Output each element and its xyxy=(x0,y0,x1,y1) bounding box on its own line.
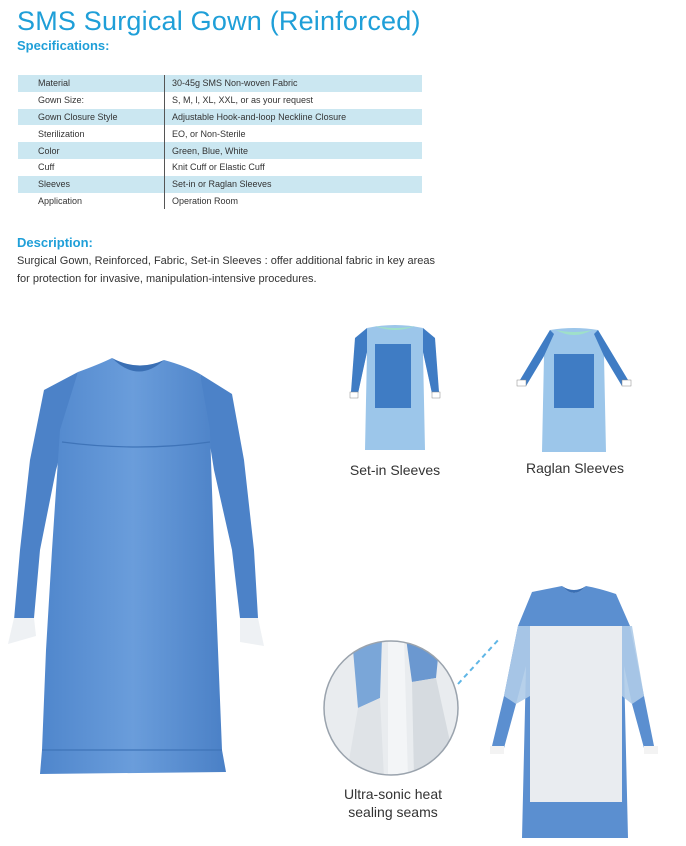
specifications-heading-text: Specifications xyxy=(17,38,106,53)
spec-value: Knit Cuff or Elastic Cuff xyxy=(172,162,265,173)
raglan-sleeves-caption: Raglan Sleeves xyxy=(525,460,625,476)
spec-value: Adjustable Hook-and-loop Neckline Closure xyxy=(165,109,423,126)
spec-label: Color xyxy=(18,142,165,159)
spec-label: Gown Closure Style xyxy=(18,109,165,126)
surgical-gown-photo xyxy=(0,350,272,790)
spec-label: Cuff xyxy=(18,159,165,176)
seams-caption-line2: sealing seams xyxy=(348,804,438,820)
spec-value: 30-45g SMS Non-woven Fabric xyxy=(165,75,423,92)
spec-row xyxy=(18,125,422,142)
spec-label: Sterilization xyxy=(18,125,165,142)
spec-label: Sleeves xyxy=(18,176,165,193)
spec-label: Application xyxy=(18,193,165,210)
specifications-table xyxy=(18,75,422,209)
spec-value: Operation Room xyxy=(172,195,239,206)
spec-value: Set-in or Raglan Sleeves xyxy=(165,176,423,193)
set-in-sleeves-caption: Set-in Sleeves xyxy=(349,462,441,478)
spec-row xyxy=(18,92,422,109)
spec-value: Green, Blue, White xyxy=(165,142,423,159)
spec-label: Gown Size: xyxy=(18,92,165,109)
spec-value: S, M, l, XL, XXL, or as your request xyxy=(172,95,314,106)
raglan-sleeves-illustration xyxy=(510,326,638,456)
spec-row xyxy=(18,109,422,126)
description-heading-text: Description xyxy=(17,235,89,250)
page-title: SMS Surgical Gown (Reinforced) xyxy=(17,6,421,36)
reinforced-gown-photo xyxy=(486,586,662,840)
specifications-heading xyxy=(17,38,109,53)
specifications-heading-colon: : xyxy=(105,38,110,53)
spec-row xyxy=(18,193,422,210)
spec-value: EO, or Non-Sterile xyxy=(172,128,246,139)
set-in-sleeves-illustration xyxy=(345,322,445,454)
seams-caption-line1: Ultra-sonic heat xyxy=(343,786,443,802)
spec-row xyxy=(18,142,422,159)
spec-row xyxy=(18,75,422,92)
description-heading xyxy=(17,235,93,250)
seam-closeup-photo xyxy=(318,638,468,778)
description-heading-colon: : xyxy=(88,235,93,250)
description-text: Surgical Gown, Reinforced, Fabric, Set-in Sleeves : offer additional fabric in key areas for protection for invasive, manipulation-intensive procedures. xyxy=(17,255,435,285)
spec-label: Material xyxy=(18,75,165,92)
spec-row xyxy=(18,159,422,176)
spec-row xyxy=(18,176,422,193)
